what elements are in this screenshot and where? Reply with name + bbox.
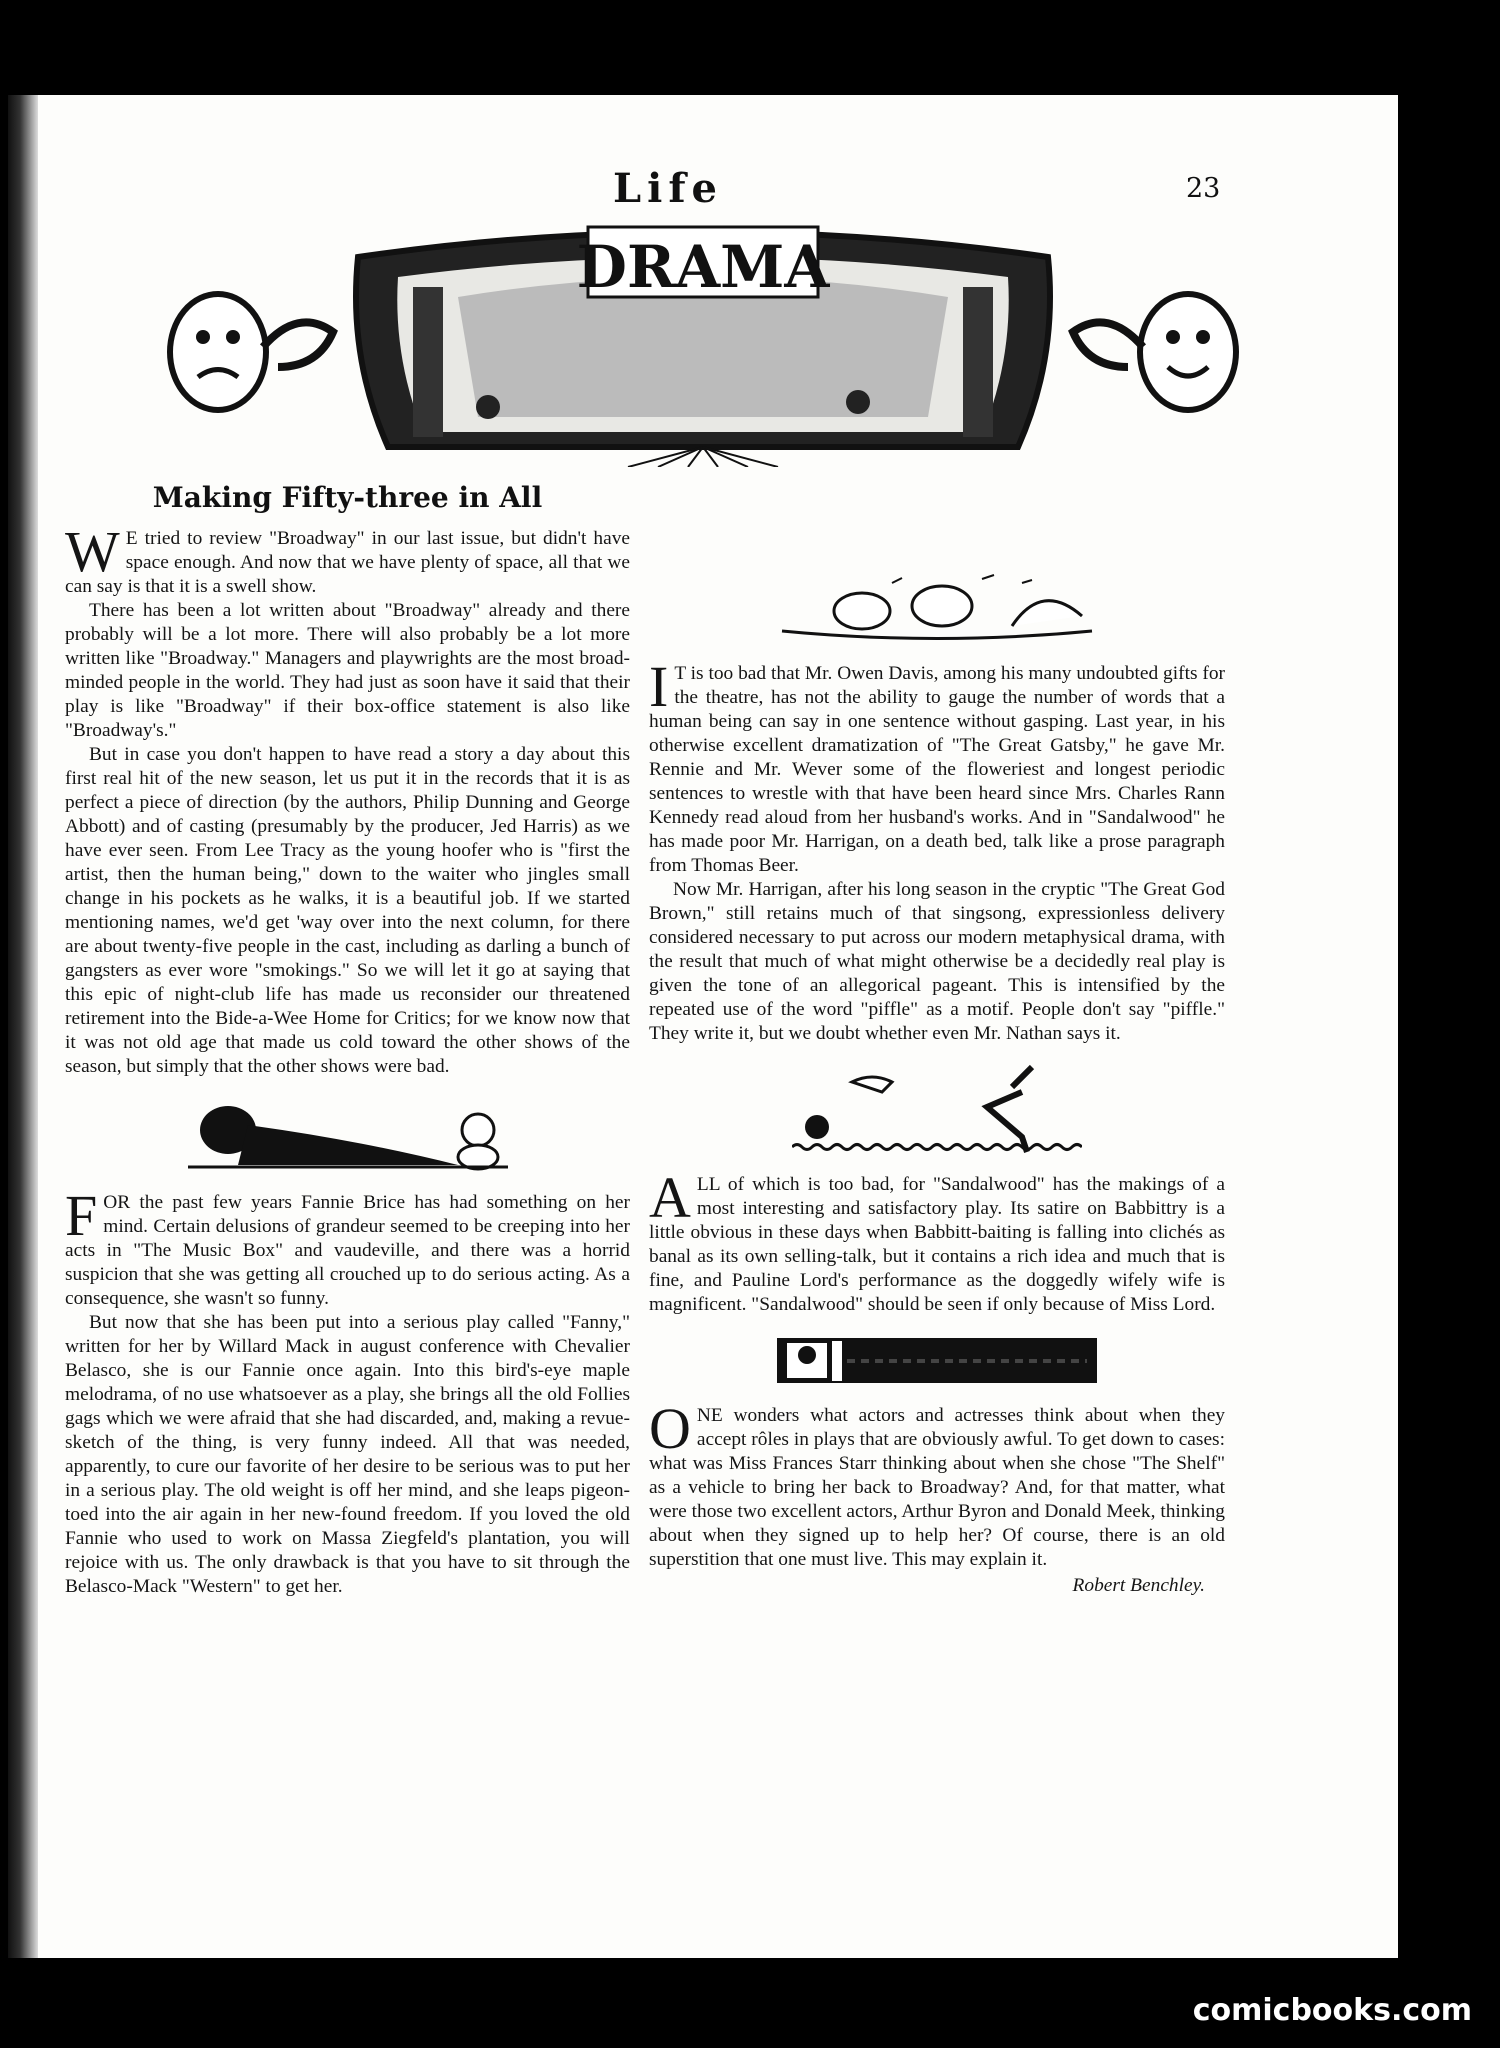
column-left	[65, 481, 630, 1599]
drop-cap: A	[649, 1165, 691, 1230]
paragraph-brice-2: But now that she has been put into a serious play called "Fanny," written for her by Willard Mack in august conference with Chevalier Belasco, she is our Fannie once again. Into this bird's-eye maple melodrama, of no use whatsoever as a play, she brings all the old Follies gags which we were afraid that she had discarded, and, making a revue-sketch of the thing, is very funny indeed. All that was needed, apparently, to cure our favorite of her desire to be serious was to put her in a serious play. The old weight is off her mind, and she leaps pigeon-toed into the air again in her new-found freedom. If you loved the old Fannie who used to work on Massa Ziegfeld's plantation, you will rejoice with us. The only drawback is that you have to sit through the Belasco-Mack "Western" to get her.	[65, 1312, 630, 1597]
paragraph-broadway-3: But in case you don't happen to have read a story a day about this first real hit of the new season, let us put it in the records that it is as perfect a piece of direction (by the authors, Philip Dunning and George Abbott) and of casting (presumably by the producer, Jed Harris) as we have ever seen. From Lee Tracy as the young hoofer who is "first the artist, then the human being," down to the waiter who jingles small change in his pockets as he walks, it is a beautiful job. If we started mentioning names, we'd get 'way over into the next column, for there are about twenty-five people in the cast, including as darling a bunch of gangsters as ever wore "smokings." So we will let it go at saying that this epic of night-club life has made us reconsider our threatened retirement into the Bide-a-Wee Home for Critics; for we know now that it was not old age that made us cold toward the other shows of the season, but simply that the other shows were bad.	[65, 744, 630, 1077]
masthead: Life	[613, 165, 723, 212]
paragraph-text: OR the past few years Fannie Brice has had something on her mind. Certain delusions of grandeur seemed to be creeping into her acts in "The Music Box" and vaudeville, and there was a horrid suspicion that she was getting all crouched up to do serious acting. As a consequence, she wasn't so funny.	[65, 1192, 630, 1309]
drop-cap: W	[65, 519, 120, 584]
paragraph-davis-1	[649, 654, 1225, 878]
dancers-illustration	[772, 571, 1102, 646]
paragraph-text: T is too bad that Mr. Owen Davis, among his many undoubted gifts for the theatre, has not the ability to gauge the number of words that a human being can say in one sentence without gasping. Last year, in his otherwise excellent dramatization of "The Great Gatsby," he gave Mr. Rennie and Mr. Wever some of the floweriest and longest periodic sentences to wrestle with that have been heard since Mrs. Charles Rann Kennedy read aloud from her husband's works. And in "Sandalwood" he has made poor Mr. Harrigan, on a death bed, talk like a prose paragraph from Thomas Beer.	[649, 663, 1225, 876]
column-right	[649, 491, 1225, 1598]
drop-cap: F	[65, 1183, 98, 1248]
paragraph-sandalwood-1	[649, 1165, 1225, 1317]
binding-gutter	[8, 95, 38, 1958]
column-continuation-space	[649, 491, 1225, 555]
page-number: 23	[1186, 173, 1221, 204]
acrobat-illustration	[792, 1062, 1082, 1157]
drop-cap: I	[649, 654, 669, 719]
paragraph-shelf-1	[649, 1396, 1225, 1572]
drop-cap: O	[649, 1396, 691, 1461]
paragraph-text: NE wonders what actors and actresses think about when they accept rôles in plays that are obviously awful. To get down to cases: what was Miss Frances Starr thinking about when she chose "The Shelf" as a vehicle to bring her back to Broadway? And, for that matter, what were those two excellent actors, Arthur Byron and Donald Meek, thinking about when they signed up to help her? Of course, there is an old superstition that one must live. This may explain it.	[649, 1405, 1225, 1570]
paragraph-broadway-2: There has been a lot written about "Broadway" already and there probably will be a lot more. There will also probably be a lot more written like "Broadway." Managers and playwrights are the most broad-minded people in the world. They had just as soon have it said that their play is like "Broadway" if their box-office statement is also like "Broadway's."	[65, 600, 630, 741]
magazine-page	[8, 95, 1398, 1958]
silhouette-strip-illustration	[777, 1333, 1097, 1388]
author-signature: Robert Benchley.	[1072, 1575, 1205, 1596]
tragedy-mask-ornament	[170, 294, 333, 410]
drama-banner-illustration	[158, 217, 1248, 467]
paragraph-text: E tried to review "Broadway" in our last issue, but didn't have space enough. And now that we have plenty of space, all that we can say is that it is a swell show.	[65, 528, 630, 597]
fannie-illustration	[178, 1095, 518, 1175]
article-headline: Making Fifty-three in All	[152, 481, 543, 514]
paragraph-davis-2: Now Mr. Harrigan, after his long season in the cryptic "The Great God Brown," still retains much of that singsong, expressionless delivery considered necessary to put across our modern metaphysical drama, with the result that much of what might otherwise be a decidedly real play is given the tone of an allegorical pageant. This is intensified by the repeated use of the word "piffle" as a motif. People don't say "piffle." They write it, but we doubt whether even Mr. Nathan says it.	[649, 879, 1225, 1044]
paragraph-text: LL of which is too bad, for "Sandalwood" has the makings of a most interesting and satisfactory play. Its satire on Babbittry is a little obvious in these days when Babbitt-baiting is falling into clichés as banal as its own selling-talk, but it contains a rich idea and much that is fine, and Pauline Lord's performance as the doggedly wifely wife is magnificent. "Sandalwood" should be seen if only because of Miss Lord.	[649, 1174, 1225, 1315]
comedy-mask-ornament	[1073, 294, 1236, 410]
paragraph-brice-1	[65, 1183, 630, 1311]
site-watermark: comicbooks.com	[1192, 1993, 1472, 2028]
banner-title: DRAMA	[576, 233, 830, 301]
paragraph-broadway-1	[65, 519, 630, 599]
